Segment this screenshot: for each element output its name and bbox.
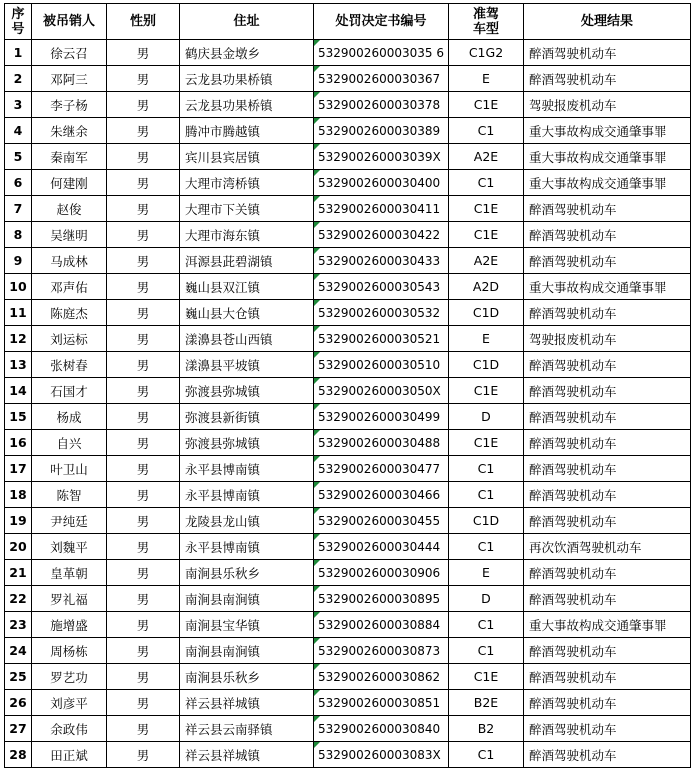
cell-decision-no: 5329002600030906: [314, 560, 449, 586]
cell-vehicle-type: C1: [449, 534, 524, 560]
cell-name: 朱继余: [32, 118, 107, 144]
cell-decision-no: 5329002600030884: [314, 612, 449, 638]
cell-seq: 6: [5, 170, 32, 196]
cell-result: 醉酒驾驶机动车: [524, 196, 691, 222]
cell-vehicle-type: E: [449, 66, 524, 92]
cell-result: 重大事故构成交通肇事罪: [524, 170, 691, 196]
cell-address: 巍山县双江镇: [180, 274, 314, 300]
cell-seq: 5: [5, 144, 32, 170]
cell-address: 祥云县云南驿镇: [180, 716, 314, 742]
cell-decision-no: 5329002600030466: [314, 482, 449, 508]
cell-vehicle-type: C1E: [449, 664, 524, 690]
cell-decision-no: 5329002600030433: [314, 248, 449, 274]
cell-decision-no: 532900260003083X: [314, 742, 449, 768]
table-row: [5, 248, 691, 274]
cell-result: 醉酒驾驶机动车: [524, 222, 691, 248]
table-row: [5, 664, 691, 690]
cell-address: 南涧县乐秋乡: [180, 664, 314, 690]
table-row: [5, 742, 691, 768]
table-row: [5, 430, 691, 456]
cell-name: 自兴: [32, 430, 107, 456]
cell-gender: 男: [107, 170, 180, 196]
cell-result: 醉酒驾驶机动车: [524, 404, 691, 430]
cell-decision-no: 5329002600030455: [314, 508, 449, 534]
table-row: [5, 508, 691, 534]
cell-address: 云龙县功果桥镇: [180, 66, 314, 92]
cell-name: 马成林: [32, 248, 107, 274]
cell-gender: 男: [107, 534, 180, 560]
table-row: [5, 144, 691, 170]
cell-decision-no: 5329002600030488: [314, 430, 449, 456]
header-address: 住址: [180, 4, 314, 40]
cell-seq: 2: [5, 66, 32, 92]
cell-result: 再次饮酒驾驶机动车: [524, 534, 691, 560]
cell-address: 弥渡县新街镇: [180, 404, 314, 430]
cell-seq: 4: [5, 118, 32, 144]
cell-name: 叶卫山: [32, 456, 107, 482]
cell-decision-no: 5329002600030378: [314, 92, 449, 118]
cell-name: 罗礼福: [32, 586, 107, 612]
cell-seq: 27: [5, 716, 32, 742]
cell-gender: 男: [107, 638, 180, 664]
cell-vehicle-type: C1: [449, 118, 524, 144]
table-row: [5, 222, 691, 248]
cell-result: 醉酒驾驶机动车: [524, 716, 691, 742]
cell-name: 刘彦平: [32, 690, 107, 716]
cell-gender: 男: [107, 248, 180, 274]
cell-vehicle-type: E: [449, 560, 524, 586]
cell-name: 李子杨: [32, 92, 107, 118]
cell-gender: 男: [107, 404, 180, 430]
cell-decision-no: 5329002600030444: [314, 534, 449, 560]
cell-vehicle-type: A2D: [449, 274, 524, 300]
cell-decision-no: 5329002600030543: [314, 274, 449, 300]
cell-decision-no: 5329002600030510: [314, 352, 449, 378]
cell-decision-no: 5329002600030840: [314, 716, 449, 742]
cell-gender: 男: [107, 40, 180, 66]
cell-seq: 18: [5, 482, 32, 508]
cell-address: 云龙县功果桥镇: [180, 92, 314, 118]
cell-seq: 12: [5, 326, 32, 352]
table-row: [5, 300, 691, 326]
cell-vehicle-type: E: [449, 326, 524, 352]
header-decision-no: 处罚决定书编号: [314, 4, 449, 40]
cell-seq: 13: [5, 352, 32, 378]
cell-address: 大理市下关镇: [180, 196, 314, 222]
cell-decision-no: 5329002600030862: [314, 664, 449, 690]
cell-name: 周杨栋: [32, 638, 107, 664]
cell-result: 醉酒驾驶机动车: [524, 430, 691, 456]
cell-decision-no: 5329002600030411: [314, 196, 449, 222]
header-vehicle-type: 准驾 车型: [449, 4, 524, 40]
cell-gender: 男: [107, 196, 180, 222]
cell-name: 杨成: [32, 404, 107, 430]
cell-address: 永平县博南镇: [180, 534, 314, 560]
cell-gender: 男: [107, 560, 180, 586]
header-gender: 性别: [107, 4, 180, 40]
cell-result: 醉酒驾驶机动车: [524, 66, 691, 92]
cell-result: 重大事故构成交通肇事罪: [524, 612, 691, 638]
cell-name: 徐云召: [32, 40, 107, 66]
cell-vehicle-type: D: [449, 586, 524, 612]
cell-gender: 男: [107, 586, 180, 612]
cell-address: 弥渡县弥城镇: [180, 430, 314, 456]
cell-name: 秦南军: [32, 144, 107, 170]
table-row: [5, 638, 691, 664]
cell-name: 余政伟: [32, 716, 107, 742]
cell-address: 鹤庆县金墩乡: [180, 40, 314, 66]
cell-result: 驾驶报废机动车: [524, 326, 691, 352]
cell-vehicle-type: C1G2: [449, 40, 524, 66]
cell-vehicle-type: C1: [449, 456, 524, 482]
cell-result: 醉酒驾驶机动车: [524, 586, 691, 612]
cell-name: 赵俊: [32, 196, 107, 222]
cell-address: 大理市海东镇: [180, 222, 314, 248]
cell-gender: 男: [107, 352, 180, 378]
cell-gender: 男: [107, 274, 180, 300]
cell-decision-no: 5329002600030389: [314, 118, 449, 144]
cell-gender: 男: [107, 508, 180, 534]
cell-seq: 20: [5, 534, 32, 560]
cell-address: 祥云县祥城镇: [180, 690, 314, 716]
cell-address: 祥云县祥城镇: [180, 742, 314, 768]
cell-gender: 男: [107, 326, 180, 352]
cell-gender: 男: [107, 430, 180, 456]
cell-result: 醉酒驾驶机动车: [524, 248, 691, 274]
cell-gender: 男: [107, 222, 180, 248]
cell-name: 陈智: [32, 482, 107, 508]
table-row: [5, 40, 691, 66]
cell-name: 田正斌: [32, 742, 107, 768]
cell-decision-no: 5329002600030851: [314, 690, 449, 716]
cell-address: 南涧县南涧镇: [180, 638, 314, 664]
cell-vehicle-type: C1E: [449, 430, 524, 456]
cell-result: 醉酒驾驶机动车: [524, 742, 691, 768]
cell-address: 南涧县宝华镇: [180, 612, 314, 638]
cell-seq: 22: [5, 586, 32, 612]
cell-vehicle-type: C1D: [449, 508, 524, 534]
table-row: [5, 482, 691, 508]
cell-seq: 26: [5, 690, 32, 716]
cell-name: 石国才: [32, 378, 107, 404]
table-row: [5, 196, 691, 222]
cell-name: 邓阿三: [32, 66, 107, 92]
cell-result: 醉酒驾驶机动车: [524, 560, 691, 586]
cell-address: 漾濞县苍山西镇: [180, 326, 314, 352]
table-row: [5, 352, 691, 378]
cell-vehicle-type: D: [449, 404, 524, 430]
cell-decision-no: 532900260003050X: [314, 378, 449, 404]
cell-vehicle-type: C1E: [449, 222, 524, 248]
cell-result: 醉酒驾驶机动车: [524, 508, 691, 534]
cell-address: 大理市湾桥镇: [180, 170, 314, 196]
cell-decision-no: 532900260003039X: [314, 144, 449, 170]
cell-decision-no: 5329002600030895: [314, 586, 449, 612]
cell-address: 洱源县茈碧湖镇: [180, 248, 314, 274]
table-row: [5, 274, 691, 300]
cell-gender: 男: [107, 300, 180, 326]
cell-gender: 男: [107, 612, 180, 638]
table-row: [5, 716, 691, 742]
cell-address: 永平县博南镇: [180, 482, 314, 508]
table-row: [5, 456, 691, 482]
cell-vehicle-type: C1E: [449, 196, 524, 222]
cell-gender: 男: [107, 118, 180, 144]
cell-gender: 男: [107, 482, 180, 508]
cell-result: 醉酒驾驶机动车: [524, 300, 691, 326]
header-row: [5, 4, 691, 40]
cell-vehicle-type: C1: [449, 482, 524, 508]
cell-decision-no: 532900260003035 6: [314, 40, 449, 66]
cell-gender: 男: [107, 144, 180, 170]
cell-decision-no: 5329002600030422: [314, 222, 449, 248]
cell-seq: 24: [5, 638, 32, 664]
cell-vehicle-type: C1D: [449, 352, 524, 378]
cell-vehicle-type: C1E: [449, 92, 524, 118]
cell-seq: 17: [5, 456, 32, 482]
cell-result: 醉酒驾驶机动车: [524, 352, 691, 378]
cell-gender: 男: [107, 742, 180, 768]
table-row: [5, 170, 691, 196]
table-row: [5, 326, 691, 352]
cell-address: 弥渡县弥城镇: [180, 378, 314, 404]
cell-seq: 8: [5, 222, 32, 248]
cell-vehicle-type: C1D: [449, 300, 524, 326]
cell-result: 醉酒驾驶机动车: [524, 40, 691, 66]
cell-vehicle-type: A2E: [449, 144, 524, 170]
cell-result: 重大事故构成交通肇事罪: [524, 118, 691, 144]
cell-seq: 14: [5, 378, 32, 404]
cell-seq: 15: [5, 404, 32, 430]
cell-address: 南涧县南涧镇: [180, 586, 314, 612]
table-row: [5, 404, 691, 430]
table-row: [5, 118, 691, 144]
table-row: [5, 612, 691, 638]
cell-vehicle-type: C1: [449, 612, 524, 638]
cell-gender: 男: [107, 92, 180, 118]
cell-vehicle-type: B2: [449, 716, 524, 742]
cell-seq: 3: [5, 92, 32, 118]
cell-seq: 23: [5, 612, 32, 638]
cell-seq: 7: [5, 196, 32, 222]
cell-name: 皇革朝: [32, 560, 107, 586]
cell-result: 重大事故构成交通肇事罪: [524, 144, 691, 170]
cell-name: 何建刚: [32, 170, 107, 196]
cell-address: 宾川县宾居镇: [180, 144, 314, 170]
table-row: [5, 92, 691, 118]
cell-seq: 10: [5, 274, 32, 300]
cell-address: 永平县博南镇: [180, 456, 314, 482]
cell-decision-no: 5329002600030521: [314, 326, 449, 352]
cell-seq: 1: [5, 40, 32, 66]
cell-address: 巍山县大仓镇: [180, 300, 314, 326]
cell-name: 张树春: [32, 352, 107, 378]
cell-seq: 25: [5, 664, 32, 690]
cell-result: 驾驶报废机动车: [524, 92, 691, 118]
cell-gender: 男: [107, 664, 180, 690]
cell-result: 重大事故构成交通肇事罪: [524, 274, 691, 300]
cell-seq: 28: [5, 742, 32, 768]
cell-name: 刘运标: [32, 326, 107, 352]
header-seq: 序 号: [5, 4, 32, 40]
cell-result: 醉酒驾驶机动车: [524, 664, 691, 690]
cell-vehicle-type: B2E: [449, 690, 524, 716]
cell-name: 刘魏平: [32, 534, 107, 560]
cell-name: 罗艺功: [32, 664, 107, 690]
cell-seq: 16: [5, 430, 32, 456]
cell-vehicle-type: C1: [449, 170, 524, 196]
cell-seq: 21: [5, 560, 32, 586]
header-result: 处理结果: [524, 4, 691, 40]
cell-name: 陈庭杰: [32, 300, 107, 326]
cell-decision-no: 5329002600030477: [314, 456, 449, 482]
cell-decision-no: 5329002600030367: [314, 66, 449, 92]
cell-seq: 19: [5, 508, 32, 534]
cell-name: 吴继明: [32, 222, 107, 248]
cell-gender: 男: [107, 378, 180, 404]
cell-address: 南涧县乐秋乡: [180, 560, 314, 586]
cell-gender: 男: [107, 456, 180, 482]
cell-result: 醉酒驾驶机动车: [524, 378, 691, 404]
header-name: 被吊销人: [32, 4, 107, 40]
cell-gender: 男: [107, 690, 180, 716]
cell-name: 尹纯廷: [32, 508, 107, 534]
cell-result: 醉酒驾驶机动车: [524, 456, 691, 482]
cell-vehicle-type: C1: [449, 742, 524, 768]
cell-seq: 11: [5, 300, 32, 326]
cell-gender: 男: [107, 716, 180, 742]
cell-decision-no: 5329002600030532: [314, 300, 449, 326]
table-row: [5, 378, 691, 404]
cell-address: 腾冲市腾越镇: [180, 118, 314, 144]
cell-result: 醉酒驾驶机动车: [524, 638, 691, 664]
cell-gender: 男: [107, 66, 180, 92]
cell-vehicle-type: C1: [449, 638, 524, 664]
table-row: [5, 690, 691, 716]
cell-name: 邓声佑: [32, 274, 107, 300]
cell-result: 醉酒驾驶机动车: [524, 482, 691, 508]
cell-vehicle-type: A2E: [449, 248, 524, 274]
cell-decision-no: 5329002600030499: [314, 404, 449, 430]
cell-decision-no: 5329002600030400: [314, 170, 449, 196]
cell-name: 施增盛: [32, 612, 107, 638]
table-row: [5, 560, 691, 586]
cell-address: 龙陵县龙山镇: [180, 508, 314, 534]
cell-decision-no: 5329002600030873: [314, 638, 449, 664]
table-row: [5, 586, 691, 612]
cell-address: 漾濞县平坡镇: [180, 352, 314, 378]
revocation-table: [4, 3, 691, 768]
table-row: [5, 534, 691, 560]
cell-seq: 9: [5, 248, 32, 274]
cell-result: 醉酒驾驶机动车: [524, 690, 691, 716]
cell-vehicle-type: C1E: [449, 378, 524, 404]
table-row: [5, 66, 691, 92]
